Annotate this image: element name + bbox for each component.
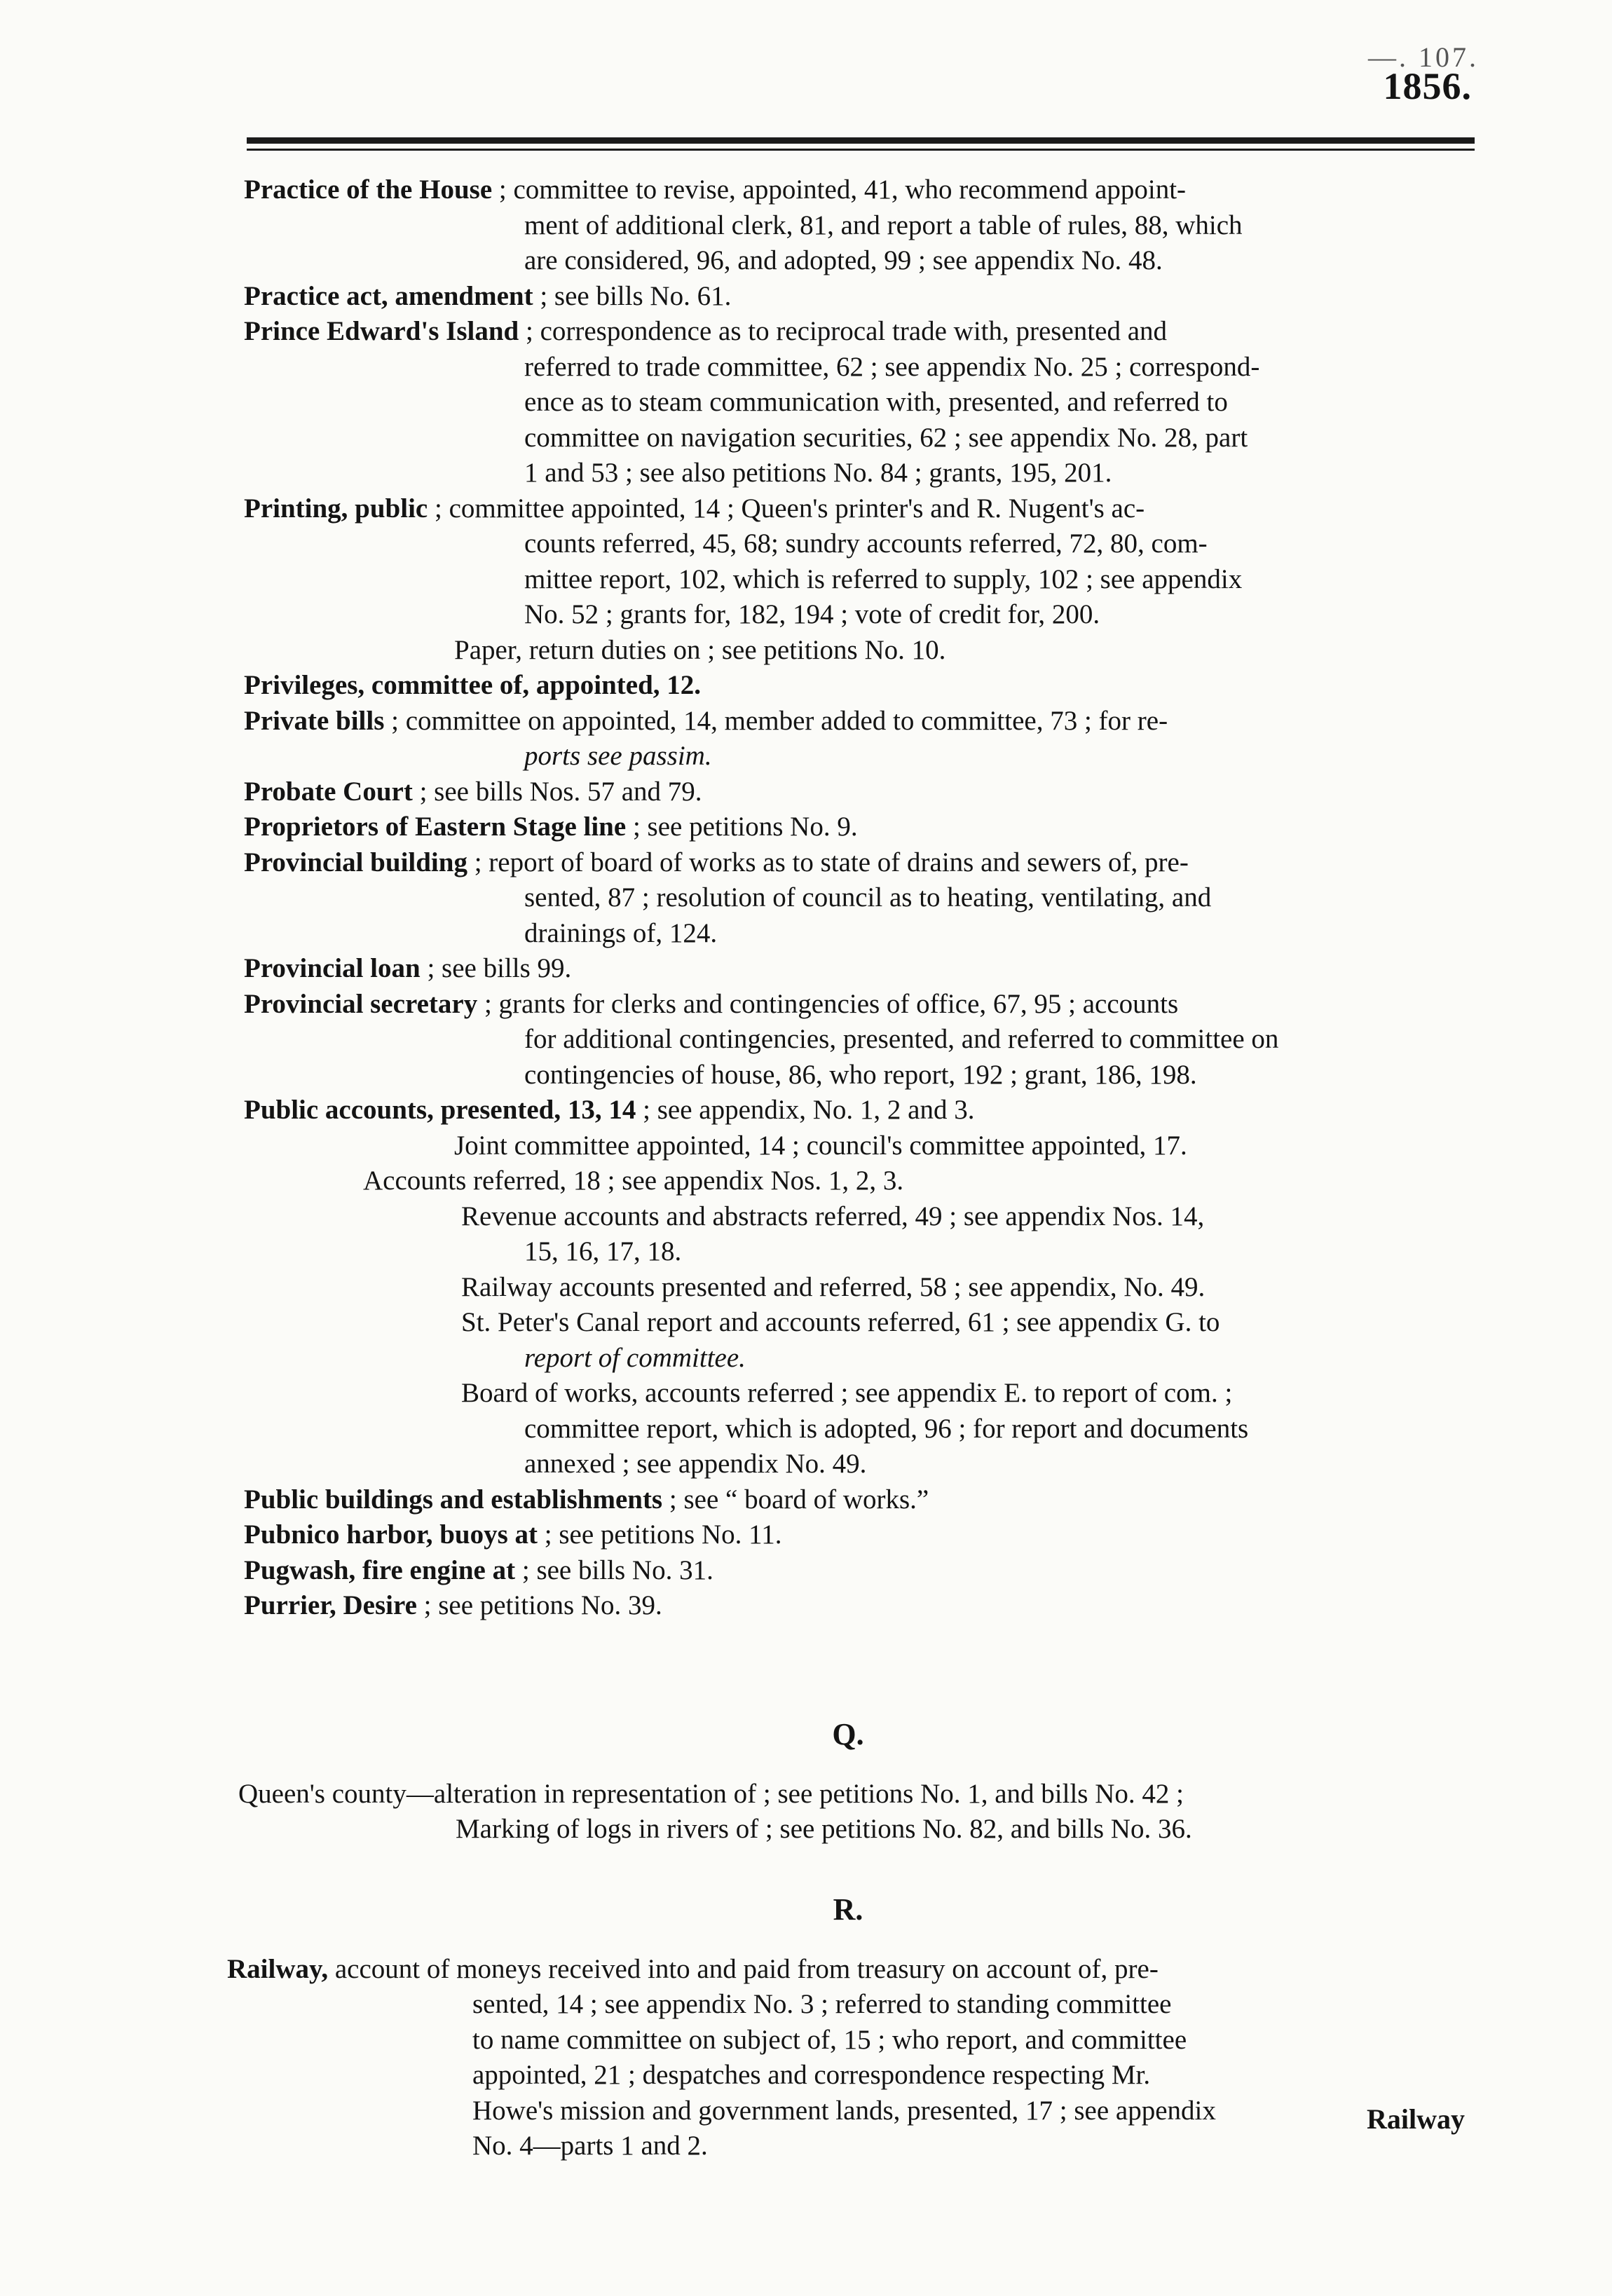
entry-line: ; committee on appointed, 14, member added to committee, 73 ; for re- — [391, 705, 1168, 736]
entry-head: Pubnico harbor, buoys at — [244, 1519, 538, 1550]
entry-head: Practice act, amendment — [244, 280, 533, 311]
section-q — [0, 1717, 1612, 1847]
entry-subline: 15, 16, 17, 18. — [524, 1236, 682, 1266]
entry-line: Queen's county—alteration in representation of ; see petitions No. 1, and bills No. 42 ; — [238, 1778, 1184, 1809]
entry-line: ; committee appointed, 14 ; Queen's printer's and R. Nugent's ac- — [434, 493, 1145, 524]
entry-line: sented, 14 ; see appendix No. 3 ; referred to standing committee — [472, 1989, 1172, 2019]
catchword: Railway — [1367, 2103, 1465, 2135]
entry-head: Proprietors of Eastern Stage line — [244, 812, 627, 842]
entry-line: ; see petitions No. 9. — [632, 812, 858, 842]
index-entry — [244, 1482, 1477, 1518]
header-rule-thick — [247, 137, 1475, 144]
entry-line: referred to trade committee, 62 ; see appendix No. 25 ; correspond- — [524, 351, 1260, 382]
index-entry — [244, 314, 1477, 491]
entry-line: ; see bills Nos. 57 and 79. — [419, 776, 702, 807]
entry-line: ; see appendix, No. 1, 2 and 3. — [643, 1095, 975, 1125]
entry-subline: Joint committee appointed, 14 ; council's committee appointed, 17. — [454, 1130, 1187, 1161]
index-entry — [244, 704, 1477, 774]
index-entry — [244, 1093, 1477, 1482]
entry-head: Prince Edward's Island — [244, 316, 519, 346]
entry-line: to name committee on subject of, 15 ; who report, and committee — [472, 2024, 1187, 2055]
entry-head: Privileges, committee of, appointed, 12. — [244, 670, 702, 700]
index-entry — [244, 845, 1477, 952]
entry-line: ; see “ board of works.” — [669, 1484, 929, 1515]
section-letter: Q. — [832, 1717, 864, 1751]
entry-head: Public accounts, presented, 13, 14 — [244, 1095, 636, 1125]
entry-line: No. 52 ; grants for, 182, 194 ; vote of credit for, 200. — [524, 599, 1100, 629]
entry-head: Practice of the House — [244, 175, 493, 205]
entry-line: ; see petitions No. 11. — [544, 1519, 782, 1550]
entry-subline: Revenue accounts and abstracts referred, 49 ; see appendix Nos. 14, — [461, 1201, 1205, 1231]
entry-line: appointed, 21 ; despatches and correspondence respecting Mr. — [472, 2060, 1151, 2090]
entry-line: contingencies of house, 86, who report, 192 ; grant, 186, 198. — [524, 1059, 1197, 1090]
entry-subline: report of committee. — [524, 1342, 746, 1373]
entry-line: ; see bills No. 61. — [540, 280, 732, 311]
index-entry — [244, 668, 1477, 704]
entry-line: 1 and 53 ; see also petitions No. 84 ; grants, 195, 201. — [524, 458, 1112, 488]
index-entry — [244, 1553, 1477, 1589]
entry-subline: Railway accounts presented and referred, 58 ; see appendix, No. 49. — [461, 1271, 1205, 1302]
entry-head: Public buildings and establishments — [244, 1484, 663, 1515]
entry-head: Pugwash, fire engine at — [244, 1554, 516, 1585]
entry-line: No. 4—parts 1 and 2. — [472, 2131, 708, 2161]
entry-line: committee on navigation securities, 62 ; see appendix No. 28, part — [524, 422, 1248, 453]
entry-head: Provincial building — [244, 847, 467, 877]
page-marks: —. 107. — [1368, 41, 1479, 73]
header-rule-thin — [247, 149, 1475, 151]
entry-subline: Accounts referred, 18 ; see appendix Nos. 1, 2, 3. — [363, 1166, 904, 1196]
entry-line: ; grants for clerks and contingencies of office, 67, 95 ; accounts — [484, 988, 1179, 1019]
entry-line: Howe's mission and government lands, presented, 17 ; see appendix — [472, 2095, 1216, 2126]
entry-line: ; see petitions No. 39. — [423, 1590, 662, 1620]
index-entry — [244, 987, 1477, 1093]
entry-head: Provincial secretary — [244, 988, 478, 1019]
entry-line: for additional contingencies, presented, and referred to committee on — [524, 1024, 1279, 1054]
page-year: 1856. — [1383, 65, 1472, 107]
index-entry — [244, 1588, 1477, 1624]
index-entry — [244, 774, 1477, 810]
entry-line: ; report of board of works as to state of drains and sewers of, pre- — [474, 847, 1189, 877]
entry-head: Printing, public — [244, 493, 428, 524]
entry-line: ; correspondence as to reciprocal trade with, presented and — [525, 316, 1167, 346]
index-entry — [227, 1952, 1482, 2164]
index-entry — [244, 279, 1477, 315]
index-entry — [244, 172, 1477, 279]
entry-line: counts referred, 45, 68; sundry accounts referred, 72, 80, com- — [524, 528, 1208, 559]
entry-line: ; see bills No. 31. — [521, 1554, 713, 1585]
entry-head: Private bills — [244, 705, 385, 736]
entry-line: sented, 87 ; resolution of council as to heating, ventilating, and — [524, 882, 1212, 913]
index-entry — [244, 491, 1477, 669]
entry-line: mittee report, 102, which is referred to supply, 102 ; see appendix — [524, 563, 1243, 594]
entry-subline: St. Peter's Canal report and accounts referred, 61 ; see appendix G. to — [461, 1307, 1220, 1337]
index-entry — [244, 951, 1477, 987]
entry-line: ; committee to revise, appointed, 41, who recommend appoint- — [498, 175, 1187, 205]
entry-subline: Board of works, accounts referred ; see appendix E. to report of com. ; — [461, 1378, 1233, 1408]
entry-line: ports see passim. — [524, 741, 712, 771]
entry-line: account of moneys received into and paid from treasury on account of, pre- — [334, 1953, 1159, 1984]
entry-head: Provincial loan — [244, 953, 421, 983]
section-letter: R. — [833, 1892, 863, 1927]
index-entry — [244, 809, 1477, 845]
entry-line: ; see bills 99. — [427, 953, 572, 983]
index-entry — [244, 1517, 1477, 1553]
entry-head: Probate Court — [244, 776, 413, 807]
index-entries-p — [0, 172, 1612, 1624]
entry-subline: annexed ; see appendix No. 49. — [524, 1449, 867, 1479]
entry-head: Railway, — [227, 1953, 329, 1984]
entry-line: are considered, 96, and adopted, 99 ; see appendix No. 48. — [524, 245, 1163, 275]
entry-subline: Marking of logs in rivers of ; see petitions No. 82, and bills No. 36. — [456, 1814, 1192, 1844]
entry-line: drainings of, 124. — [524, 917, 718, 948]
entry-head: Purrier, Desire — [244, 1590, 417, 1620]
entry-subline: committee report, which is adopted, 96 ; for report and documents — [524, 1413, 1249, 1444]
entry-subline: Paper, return duties on ; see petitions No. 10. — [454, 634, 946, 665]
entry-line: ment of additional clerk, 81, and report a table of rules, 88, which — [524, 210, 1243, 240]
entry-line: ence as to steam communication with, presented, and referred to — [524, 387, 1228, 417]
